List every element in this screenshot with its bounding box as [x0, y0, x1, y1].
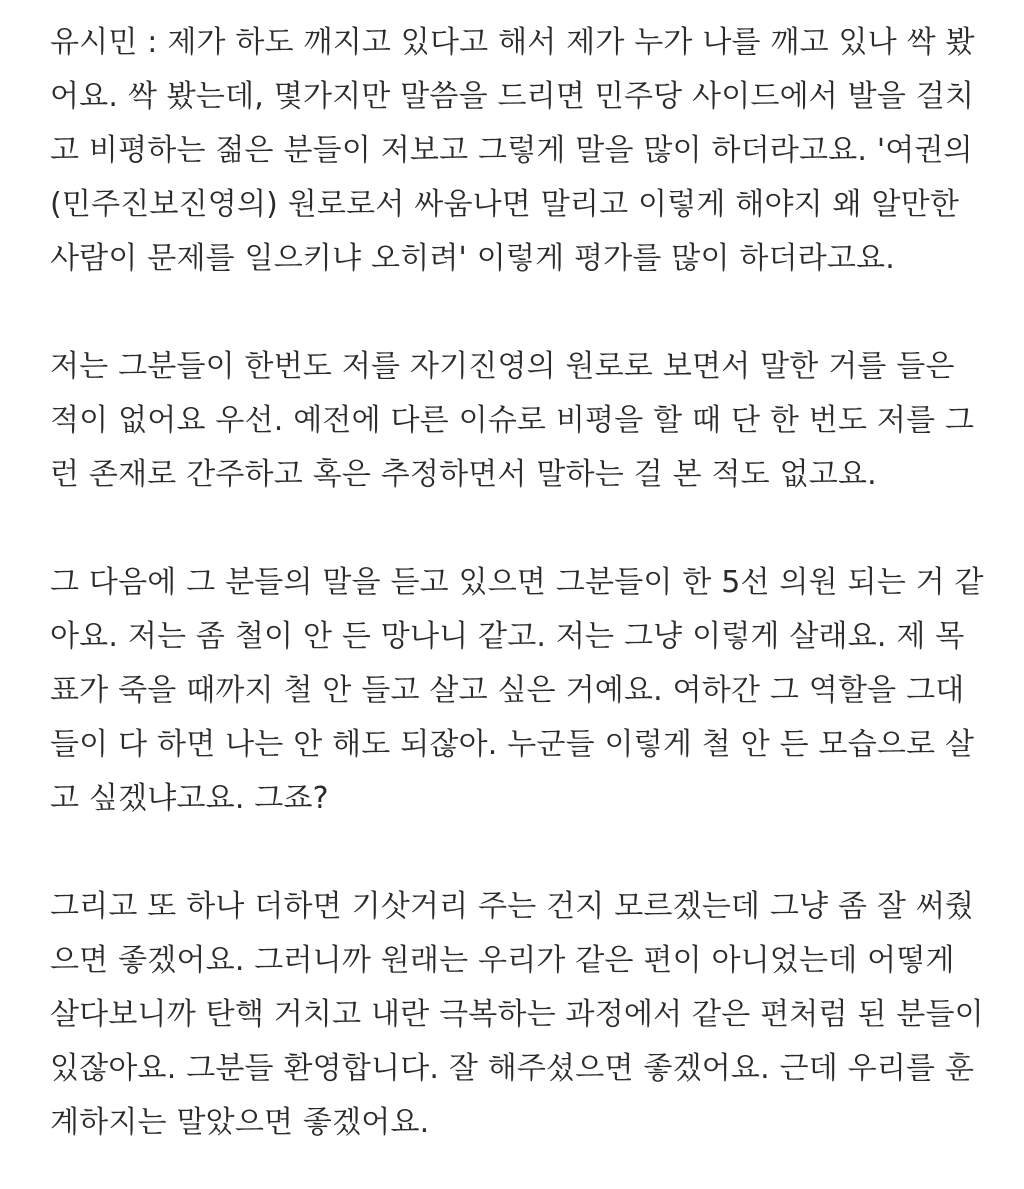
text-line: (민주진보진영의) 원로로서 싸움나면 말리고 이렇게 해야지 왜 알만한 [50, 187, 960, 222]
text-line: 표가 죽을 때까지 철 안 들고 살고 싶은 거예요. 여하간 그 역할을 그대 [50, 673, 965, 708]
paragraph-spacer [50, 502, 974, 556]
paragraph-3 [50, 556, 984, 826]
text-line: 사람이 문제를 일으키냐 오히려' 이렇게 평가를 많이 하더라고요. [50, 241, 896, 276]
paragraph-1 [50, 16, 974, 286]
text-line: 고 비평하는 젊은 분들이 저보고 그렇게 말을 많이 하더라고요. '여권의 [50, 133, 973, 168]
text-line: 아요. 저는 좀 철이 안 든 망나니 같고. 저는 그냥 이렇게 살래요. 제 목 [50, 619, 965, 654]
text-line: 고 싶겠냐고요. 그죠? [50, 781, 329, 816]
text-line: 계하지는 말았으면 좋겠어요. [50, 1105, 430, 1140]
text-line: 유시민 : 제가 하도 깨지고 있다고 해서 제가 누가 나를 깨고 있나 싹 봤 [50, 25, 975, 60]
text-line: 저는 그분들이 한번도 저를 자기진영의 원로로 보면서 말한 거를 들은 [50, 349, 955, 384]
text-line: 런 존재로 간주하고 혹은 추정하면서 말하는 걸 본 적도 없고요. [50, 457, 877, 492]
text-line: 어요. 싹 봤는데, 몇가지만 말씀을 드리면 민주당 사이드에서 발을 걸치 [50, 79, 975, 114]
text-line: 살다보니까 탄핵 거치고 내란 극복하는 과정에서 같은 편처럼 된 분들이 [50, 997, 984, 1032]
paragraph-spacer [50, 286, 974, 340]
text-line: 적이 없어요 우선. 예전에 다른 이슈로 비평을 할 때 단 한 번도 저를 그 [50, 403, 975, 438]
text-line: 그 다음에 그 분들의 말을 듣고 있으면 그분들이 한 5선 의원 되는 거 같 [50, 565, 984, 600]
text-line: 으면 좋겠어요. 그러니까 원래는 우리가 같은 편이 아니었는데 어떻게 [50, 943, 955, 978]
text-line: 그리고 또 하나 더하면 기삿거리 주는 건지 모르겠는데 그냥 좀 잘 써줬 [50, 889, 975, 924]
paragraph-4 [50, 880, 984, 1150]
text-line: 들이 다 하면 나는 안 해도 되잖아. 누군들 이렇게 철 안 든 모습으로 살 [50, 727, 975, 762]
paragraph-2 [50, 340, 974, 502]
text-line: 있잖아요. 그분들 환영합니다. 잘 해주셨으면 좋겠어요. 근데 우리를 훈 [50, 1051, 975, 1086]
paragraph-spacer [50, 826, 974, 880]
